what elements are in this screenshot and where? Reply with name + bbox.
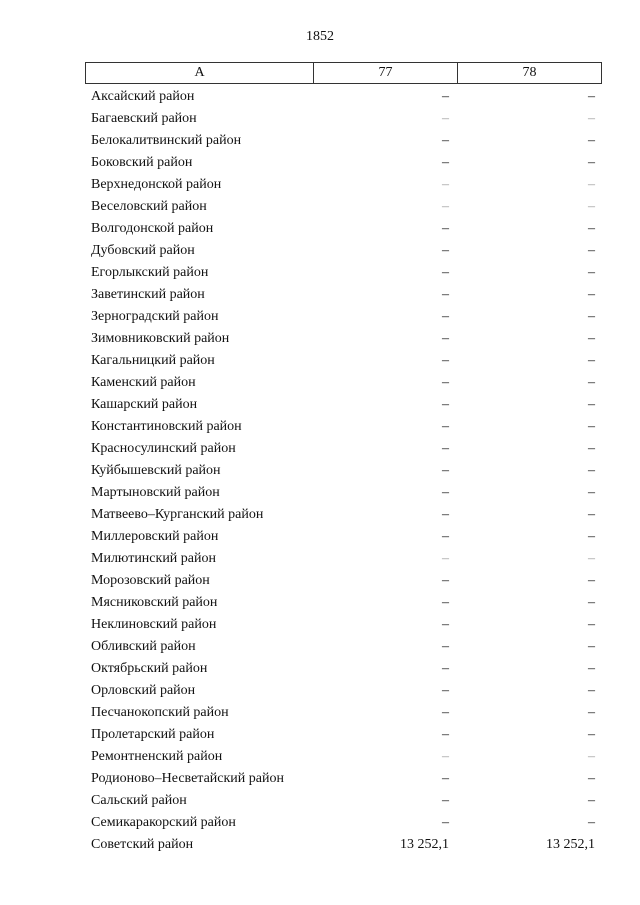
value-77: –: [442, 243, 449, 258]
value-78: –: [588, 89, 595, 104]
value-78: –: [588, 573, 595, 588]
district-name: Неклиновский район: [91, 617, 217, 632]
table-row: [85, 680, 601, 702]
district-name: Красносулинский район: [91, 441, 236, 456]
value-77: –: [442, 441, 449, 456]
value-78: –: [588, 111, 595, 126]
page-number: 1852: [306, 29, 334, 44]
value-77: –: [442, 419, 449, 434]
value-77: –: [442, 551, 449, 566]
table-row: [85, 768, 601, 790]
value-78: –: [588, 353, 595, 368]
table-row: [85, 108, 601, 130]
district-name: Мартыновский район: [91, 485, 220, 500]
value-78: –: [588, 683, 595, 698]
value-77: –: [442, 111, 449, 126]
value-78: –: [588, 529, 595, 544]
column-header-78: 78: [458, 63, 602, 84]
table-row: [85, 196, 601, 218]
district-name: Кашарский район: [91, 397, 198, 412]
district-name: Зерноградский район: [91, 309, 219, 324]
value-78: –: [588, 265, 595, 280]
value-78: –: [588, 639, 595, 654]
value-78: –: [588, 441, 595, 456]
table-row: [85, 394, 601, 416]
value-77: –: [442, 199, 449, 214]
district-name: Волгодонской район: [91, 221, 214, 236]
value-78: –: [588, 771, 595, 786]
value-78: –: [588, 507, 595, 522]
table-row: [85, 350, 601, 372]
district-name: Куйбышевский район: [91, 463, 221, 478]
table-row: [85, 592, 601, 614]
table-row: [85, 724, 601, 746]
value-77: –: [442, 375, 449, 390]
value-78: –: [588, 749, 595, 764]
district-name: Верхнедонской район: [91, 177, 222, 192]
value-77: –: [442, 89, 449, 104]
table-row: [85, 812, 601, 834]
value-77: –: [442, 155, 449, 170]
district-name: Пролетарский район: [91, 727, 215, 742]
district-name: Матвеево–Курганский район: [91, 507, 264, 522]
value-77: –: [442, 793, 449, 808]
value-77: –: [442, 507, 449, 522]
value-78: –: [588, 617, 595, 632]
value-78: –: [588, 309, 595, 324]
value-78: –: [588, 419, 595, 434]
table-row: [85, 526, 601, 548]
value-77: –: [442, 133, 449, 148]
table-row: [85, 548, 601, 570]
district-name: Дубовский район: [91, 243, 195, 258]
value-77: –: [442, 595, 449, 610]
value-77: 13 252,1: [400, 837, 449, 852]
value-77: –: [442, 705, 449, 720]
value-78: –: [588, 331, 595, 346]
value-78: –: [588, 287, 595, 302]
district-name: Белокалитвинский район: [91, 133, 242, 148]
value-77: –: [442, 485, 449, 500]
value-78: –: [588, 815, 595, 830]
value-78: –: [588, 551, 595, 566]
column-header-a: А: [86, 63, 314, 84]
value-78: –: [588, 793, 595, 808]
district-name: Миллеровский район: [91, 529, 219, 544]
value-78: –: [588, 375, 595, 390]
table-row: [85, 570, 601, 592]
district-name: Сальский район: [91, 793, 187, 808]
district-name: Ремонтненский район: [91, 749, 223, 764]
value-77: –: [442, 221, 449, 236]
district-name: Каменский район: [91, 375, 196, 390]
value-78: –: [588, 243, 595, 258]
value-77: –: [442, 265, 449, 280]
value-78: –: [588, 661, 595, 676]
table-row: [85, 834, 601, 856]
district-name: Семикаракорский район: [91, 815, 236, 830]
table-row: [85, 614, 601, 636]
value-77: –: [442, 353, 449, 368]
value-77: –: [442, 639, 449, 654]
district-name: Орловский район: [91, 683, 196, 698]
table-row: [85, 504, 601, 526]
table-row: [85, 658, 601, 680]
value-78: –: [588, 133, 595, 148]
table-row: [85, 438, 601, 460]
district-name: Зимовниковский район: [91, 331, 230, 346]
table-row: [85, 240, 601, 262]
value-77: –: [442, 463, 449, 478]
value-77: –: [442, 727, 449, 742]
value-77: –: [442, 397, 449, 412]
value-78: –: [588, 199, 595, 214]
district-name: Аксайский район: [91, 89, 195, 104]
value-77: –: [442, 749, 449, 764]
value-77: –: [442, 617, 449, 632]
value-77: –: [442, 683, 449, 698]
value-77: –: [442, 661, 449, 676]
value-78: –: [588, 595, 595, 610]
column-header-77: 77: [314, 63, 458, 84]
value-78: –: [588, 727, 595, 742]
value-77: –: [442, 573, 449, 588]
district-name: Константиновский район: [91, 419, 242, 434]
table-row: [85, 636, 601, 658]
table-row: [85, 482, 601, 504]
table-row: [85, 218, 601, 240]
table-row: [85, 328, 601, 350]
value-78: –: [588, 221, 595, 236]
value-77: –: [442, 177, 449, 192]
district-name: Морозовский район: [91, 573, 210, 588]
district-name: Веселовский район: [91, 199, 207, 214]
district-name: Родионово–Несветайский район: [91, 771, 284, 786]
table-row: [85, 262, 601, 284]
district-name: Советский район: [91, 837, 194, 852]
district-name: Обливский район: [91, 639, 196, 654]
district-name: Боковский район: [91, 155, 193, 170]
district-name: Егорлыкский район: [91, 265, 209, 280]
value-78: 13 252,1: [546, 837, 595, 852]
table-row: [85, 702, 601, 724]
table-row: [85, 152, 601, 174]
table-row: [85, 460, 601, 482]
table-body: [85, 86, 601, 856]
district-name: Заветинский район: [91, 287, 205, 302]
district-name: Багаевский район: [91, 111, 197, 126]
table-row: [85, 130, 601, 152]
value-77: –: [442, 529, 449, 544]
district-name: Милютинский район: [91, 551, 217, 566]
table-row: [85, 746, 601, 768]
district-name: Октябрьский район: [91, 661, 208, 676]
table-row: [85, 372, 601, 394]
value-78: –: [588, 155, 595, 170]
table-row: [85, 306, 601, 328]
district-name: Мясниковский район: [91, 595, 218, 610]
value-78: –: [588, 397, 595, 412]
value-77: –: [442, 331, 449, 346]
value-77: –: [442, 287, 449, 302]
value-78: –: [588, 177, 595, 192]
table-row: [85, 86, 601, 108]
value-78: –: [588, 705, 595, 720]
value-77: –: [442, 309, 449, 324]
value-78: –: [588, 463, 595, 478]
district-name: Песчанокопский район: [91, 705, 229, 720]
table-row: [85, 284, 601, 306]
value-77: –: [442, 815, 449, 830]
table-header: [85, 62, 602, 84]
table-row: [85, 174, 601, 196]
value-78: –: [588, 485, 595, 500]
table-row: [85, 790, 601, 812]
value-77: –: [442, 771, 449, 786]
district-name: Кагальницкий район: [91, 353, 215, 368]
table-row: [85, 416, 601, 438]
